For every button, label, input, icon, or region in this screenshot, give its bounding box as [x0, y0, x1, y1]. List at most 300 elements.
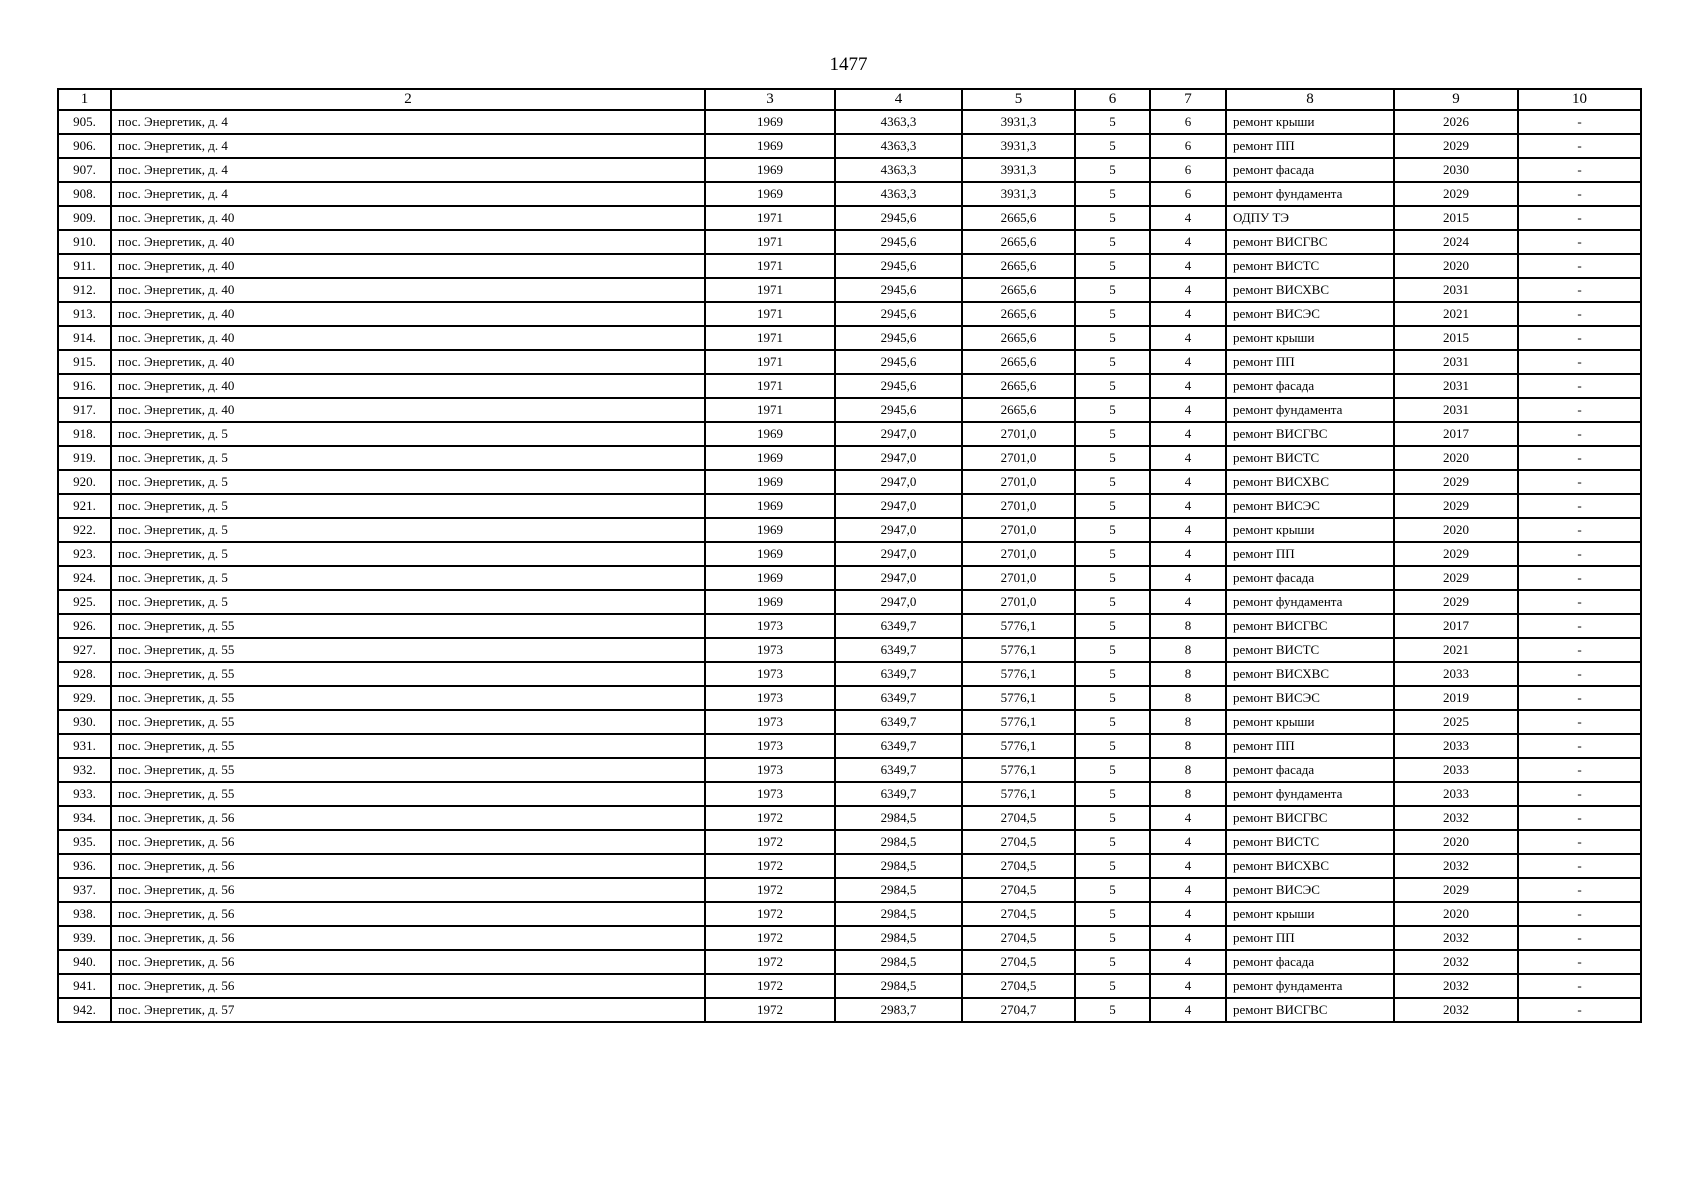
cell-floors: 5: [1075, 662, 1150, 686]
cell-planned-year: 2029: [1394, 182, 1518, 206]
cell-living-area: 2704,5: [962, 830, 1075, 854]
cell-year-built: 1973: [705, 782, 835, 806]
cell-planned-year: 2020: [1394, 254, 1518, 278]
table-row: [58, 518, 1641, 542]
cell-entrances: 4: [1150, 374, 1226, 398]
cell-planned-year: 2029: [1394, 590, 1518, 614]
cell-living-area: 3931,3: [962, 134, 1075, 158]
cell-work-type: ремонт ВИСХВС: [1226, 662, 1394, 686]
cell-address: пос. Энергетик, д. 40: [111, 206, 705, 230]
cell-floors: 5: [1075, 854, 1150, 878]
cell-planned-year: 2033: [1394, 758, 1518, 782]
cell-address: пос. Энергетик, д. 5: [111, 446, 705, 470]
cell-year-built: 1972: [705, 806, 835, 830]
cell-year-built: 1972: [705, 854, 835, 878]
cell-total-area: 2945,6: [835, 206, 962, 230]
cell-work-type: ремонт ВИСТС: [1226, 638, 1394, 662]
cell-work-type: ремонт ВИСГВС: [1226, 998, 1394, 1022]
cell-entrances: 6: [1150, 134, 1226, 158]
cell-year-built: 1973: [705, 662, 835, 686]
cell-planned-year: 2033: [1394, 734, 1518, 758]
cell-address: пос. Энергетик, д. 4: [111, 134, 705, 158]
cell-living-area: 2704,5: [962, 926, 1075, 950]
column-header-1: 1: [58, 89, 111, 110]
column-header-6: 6: [1075, 89, 1150, 110]
cell-floors: 5: [1075, 878, 1150, 902]
cell-entrances: 6: [1150, 182, 1226, 206]
cell-address: пос. Энергетик, д. 55: [111, 614, 705, 638]
table-row: [58, 614, 1641, 638]
cell-floors: 5: [1075, 902, 1150, 926]
cell-planned-year: 2025: [1394, 710, 1518, 734]
cell-row-number: 912.: [58, 278, 111, 302]
cell-planned-year: 2019: [1394, 686, 1518, 710]
table-row: [58, 566, 1641, 590]
cell-address: пос. Энергетик, д. 5: [111, 494, 705, 518]
cell-floors: 5: [1075, 758, 1150, 782]
cell-note: -: [1518, 902, 1641, 926]
cell-work-type: ремонт ВИСГВС: [1226, 614, 1394, 638]
cell-address: пос. Энергетик, д. 4: [111, 182, 705, 206]
cell-note: -: [1518, 110, 1641, 134]
cell-living-area: 2704,5: [962, 878, 1075, 902]
cell-living-area: 2701,0: [962, 566, 1075, 590]
cell-address: пос. Энергетик, д. 5: [111, 542, 705, 566]
cell-planned-year: 2032: [1394, 806, 1518, 830]
cell-living-area: 2701,0: [962, 446, 1075, 470]
table-row: [58, 494, 1641, 518]
cell-planned-year: 2029: [1394, 494, 1518, 518]
cell-work-type: ремонт ВИСЭС: [1226, 302, 1394, 326]
cell-total-area: 2947,0: [835, 470, 962, 494]
cell-planned-year: 2021: [1394, 302, 1518, 326]
cell-total-area: 6349,7: [835, 662, 962, 686]
cell-floors: 5: [1075, 422, 1150, 446]
cell-work-type: ремонт ПП: [1226, 350, 1394, 374]
cell-total-area: 2984,5: [835, 830, 962, 854]
cell-living-area: 2665,6: [962, 302, 1075, 326]
cell-row-number: 931.: [58, 734, 111, 758]
column-header-7: 7: [1150, 89, 1226, 110]
cell-note: -: [1518, 542, 1641, 566]
cell-work-type: ремонт фундамента: [1226, 782, 1394, 806]
table-row: [58, 878, 1641, 902]
cell-address: пос. Энергетик, д. 55: [111, 710, 705, 734]
cell-work-type: ремонт крыши: [1226, 110, 1394, 134]
cell-planned-year: 2031: [1394, 350, 1518, 374]
cell-row-number: 930.: [58, 710, 111, 734]
cell-total-area: 2984,5: [835, 902, 962, 926]
cell-work-type: ремонт ВИСГВС: [1226, 806, 1394, 830]
cell-total-area: 2984,5: [835, 878, 962, 902]
cell-row-number: 941.: [58, 974, 111, 998]
cell-planned-year: 2029: [1394, 470, 1518, 494]
cell-floors: 5: [1075, 158, 1150, 182]
cell-floors: 5: [1075, 374, 1150, 398]
cell-living-area: 2704,7: [962, 998, 1075, 1022]
cell-note: -: [1518, 590, 1641, 614]
cell-row-number: 927.: [58, 638, 111, 662]
cell-floors: 5: [1075, 254, 1150, 278]
cell-floors: 5: [1075, 206, 1150, 230]
cell-total-area: 2984,5: [835, 806, 962, 830]
cell-entrances: 4: [1150, 806, 1226, 830]
cell-entrances: 4: [1150, 926, 1226, 950]
cell-address: пос. Энергетик, д. 55: [111, 734, 705, 758]
cell-address: пос. Энергетик, д. 56: [111, 854, 705, 878]
cell-note: -: [1518, 686, 1641, 710]
cell-address: пос. Энергетик, д. 40: [111, 374, 705, 398]
cell-entrances: 4: [1150, 470, 1226, 494]
table-row: [58, 806, 1641, 830]
cell-floors: 5: [1075, 950, 1150, 974]
table-row: [58, 974, 1641, 998]
cell-work-type: ремонт ВИСГВС: [1226, 230, 1394, 254]
cell-year-built: 1973: [705, 710, 835, 734]
cell-floors: 5: [1075, 134, 1150, 158]
cell-row-number: 926.: [58, 614, 111, 638]
table-row: [58, 590, 1641, 614]
cell-total-area: 4363,3: [835, 158, 962, 182]
table-row: [58, 134, 1641, 158]
cell-note: -: [1518, 422, 1641, 446]
cell-note: -: [1518, 254, 1641, 278]
table-row: [58, 638, 1641, 662]
cell-entrances: 4: [1150, 302, 1226, 326]
cell-total-area: 2984,5: [835, 974, 962, 998]
cell-work-type: ремонт фасада: [1226, 758, 1394, 782]
cell-note: -: [1518, 326, 1641, 350]
table-row: [58, 542, 1641, 566]
cell-note: -: [1518, 950, 1641, 974]
cell-planned-year: 2029: [1394, 878, 1518, 902]
cell-total-area: 2984,5: [835, 926, 962, 950]
cell-entrances: 8: [1150, 734, 1226, 758]
cell-floors: 5: [1075, 998, 1150, 1022]
cell-work-type: ремонт ВИСХВС: [1226, 470, 1394, 494]
cell-address: пос. Энергетик, д. 40: [111, 278, 705, 302]
cell-total-area: 2945,6: [835, 350, 962, 374]
cell-planned-year: 2024: [1394, 230, 1518, 254]
cell-address: пос. Энергетик, д. 5: [111, 590, 705, 614]
cell-living-area: 5776,1: [962, 782, 1075, 806]
cell-work-type: ремонт фундамента: [1226, 398, 1394, 422]
cell-planned-year: 2030: [1394, 158, 1518, 182]
cell-year-built: 1973: [705, 638, 835, 662]
table-row: [58, 902, 1641, 926]
cell-note: -: [1518, 734, 1641, 758]
table-row: [58, 158, 1641, 182]
table-row: [58, 662, 1641, 686]
cell-note: -: [1518, 302, 1641, 326]
cell-note: -: [1518, 638, 1641, 662]
cell-year-built: 1971: [705, 302, 835, 326]
cell-entrances: 4: [1150, 278, 1226, 302]
cell-entrances: 4: [1150, 974, 1226, 998]
cell-planned-year: 2029: [1394, 134, 1518, 158]
cell-living-area: 2665,6: [962, 326, 1075, 350]
cell-total-area: 6349,7: [835, 758, 962, 782]
cell-floors: 5: [1075, 446, 1150, 470]
cell-year-built: 1972: [705, 950, 835, 974]
cell-floors: 5: [1075, 782, 1150, 806]
cell-work-type: ремонт фасада: [1226, 158, 1394, 182]
header-row: [58, 89, 1641, 110]
cell-total-area: 6349,7: [835, 686, 962, 710]
cell-entrances: 4: [1150, 590, 1226, 614]
cell-entrances: 4: [1150, 566, 1226, 590]
cell-row-number: 914.: [58, 326, 111, 350]
cell-note: -: [1518, 278, 1641, 302]
table-row: [58, 182, 1641, 206]
cell-row-number: 923.: [58, 542, 111, 566]
cell-entrances: 4: [1150, 494, 1226, 518]
cell-living-area: 3931,3: [962, 158, 1075, 182]
table-row: [58, 782, 1641, 806]
cell-living-area: 2704,5: [962, 806, 1075, 830]
column-header-5: 5: [962, 89, 1075, 110]
cell-address: пос. Энергетик, д. 56: [111, 926, 705, 950]
table-row: [58, 230, 1641, 254]
cell-living-area: 2704,5: [962, 854, 1075, 878]
cell-year-built: 1969: [705, 158, 835, 182]
cell-total-area: 2947,0: [835, 590, 962, 614]
cell-row-number: 933.: [58, 782, 111, 806]
cell-row-number: 913.: [58, 302, 111, 326]
cell-work-type: ремонт ВИСГВС: [1226, 422, 1394, 446]
cell-year-built: 1969: [705, 446, 835, 470]
cell-planned-year: 2032: [1394, 854, 1518, 878]
cell-address: пос. Энергетик, д. 55: [111, 638, 705, 662]
cell-note: -: [1518, 518, 1641, 542]
cell-total-area: 2947,0: [835, 422, 962, 446]
cell-entrances: 8: [1150, 782, 1226, 806]
cell-total-area: 4363,3: [835, 182, 962, 206]
cell-year-built: 1972: [705, 926, 835, 950]
cell-total-area: 2984,5: [835, 950, 962, 974]
cell-living-area: 2704,5: [962, 974, 1075, 998]
cell-total-area: 2945,6: [835, 374, 962, 398]
cell-row-number: 934.: [58, 806, 111, 830]
cell-living-area: 3931,3: [962, 182, 1075, 206]
cell-work-type: ремонт ВИСЭС: [1226, 878, 1394, 902]
cell-floors: 5: [1075, 302, 1150, 326]
cell-address: пос. Энергетик, д. 55: [111, 686, 705, 710]
table-row: [58, 350, 1641, 374]
cell-entrances: 4: [1150, 446, 1226, 470]
cell-row-number: 906.: [58, 134, 111, 158]
cell-row-number: 915.: [58, 350, 111, 374]
cell-note: -: [1518, 926, 1641, 950]
cell-note: -: [1518, 374, 1641, 398]
cell-living-area: 2665,6: [962, 374, 1075, 398]
table-row: [58, 830, 1641, 854]
cell-living-area: 2665,6: [962, 254, 1075, 278]
cell-entrances: 4: [1150, 422, 1226, 446]
cell-work-type: ремонт ВИСТС: [1226, 446, 1394, 470]
cell-work-type: ремонт фасада: [1226, 374, 1394, 398]
cell-planned-year: 2032: [1394, 950, 1518, 974]
cell-floors: 5: [1075, 230, 1150, 254]
cell-note: -: [1518, 974, 1641, 998]
cell-entrances: 6: [1150, 158, 1226, 182]
cell-year-built: 1969: [705, 518, 835, 542]
cell-living-area: 2704,5: [962, 950, 1075, 974]
cell-row-number: 918.: [58, 422, 111, 446]
cell-work-type: ремонт фасада: [1226, 566, 1394, 590]
cell-living-area: 2701,0: [962, 518, 1075, 542]
cell-total-area: 2945,6: [835, 398, 962, 422]
cell-work-type: ремонт ВИСТС: [1226, 830, 1394, 854]
cell-planned-year: 2033: [1394, 782, 1518, 806]
cell-floors: 5: [1075, 518, 1150, 542]
cell-entrances: 4: [1150, 206, 1226, 230]
cell-address: пос. Энергетик, д. 56: [111, 974, 705, 998]
column-header-3: 3: [705, 89, 835, 110]
cell-row-number: 932.: [58, 758, 111, 782]
cell-work-type: ремонт ВИСХВС: [1226, 854, 1394, 878]
cell-row-number: 936.: [58, 854, 111, 878]
table-body: [58, 110, 1641, 1022]
cell-note: -: [1518, 758, 1641, 782]
cell-row-number: 922.: [58, 518, 111, 542]
cell-floors: 5: [1075, 182, 1150, 206]
cell-living-area: 5776,1: [962, 710, 1075, 734]
cell-year-built: 1971: [705, 230, 835, 254]
cell-work-type: ремонт крыши: [1226, 710, 1394, 734]
cell-address: пос. Энергетик, д. 5: [111, 422, 705, 446]
cell-year-built: 1969: [705, 566, 835, 590]
table-row: [58, 302, 1641, 326]
cell-work-type: ремонт фундамента: [1226, 182, 1394, 206]
cell-planned-year: 2032: [1394, 998, 1518, 1022]
cell-work-type: ремонт крыши: [1226, 902, 1394, 926]
table-row: [58, 206, 1641, 230]
cell-planned-year: 2021: [1394, 638, 1518, 662]
cell-year-built: 1971: [705, 350, 835, 374]
cell-row-number: 928.: [58, 662, 111, 686]
column-header-2: 2: [111, 89, 705, 110]
cell-work-type: ремонт фасада: [1226, 950, 1394, 974]
cell-entrances: 4: [1150, 254, 1226, 278]
cell-floors: 5: [1075, 350, 1150, 374]
cell-entrances: 4: [1150, 398, 1226, 422]
cell-address: пос. Энергетик, д. 40: [111, 350, 705, 374]
cell-year-built: 1972: [705, 878, 835, 902]
cell-planned-year: 2020: [1394, 830, 1518, 854]
cell-row-number: 937.: [58, 878, 111, 902]
cell-note: -: [1518, 182, 1641, 206]
cell-planned-year: 2032: [1394, 974, 1518, 998]
cell-row-number: 925.: [58, 590, 111, 614]
cell-address: пос. Энергетик, д. 4: [111, 158, 705, 182]
cell-address: пос. Энергетик, д. 4: [111, 110, 705, 134]
table-row: [58, 734, 1641, 758]
cell-note: -: [1518, 446, 1641, 470]
cell-floors: 5: [1075, 830, 1150, 854]
cell-entrances: 4: [1150, 854, 1226, 878]
cell-year-built: 1971: [705, 278, 835, 302]
cell-total-area: 2947,0: [835, 446, 962, 470]
cell-address: пос. Энергетик, д. 40: [111, 326, 705, 350]
table-row: [58, 950, 1641, 974]
cell-floors: 5: [1075, 710, 1150, 734]
cell-row-number: 917.: [58, 398, 111, 422]
cell-year-built: 1969: [705, 590, 835, 614]
cell-address: пос. Энергетик, д. 55: [111, 782, 705, 806]
cell-note: -: [1518, 782, 1641, 806]
cell-entrances: 8: [1150, 662, 1226, 686]
cell-note: -: [1518, 494, 1641, 518]
table-row: [58, 398, 1641, 422]
cell-work-type: ремонт фундамента: [1226, 590, 1394, 614]
cell-living-area: 5776,1: [962, 758, 1075, 782]
cell-total-area: 2984,5: [835, 854, 962, 878]
cell-total-area: 2983,7: [835, 998, 962, 1022]
cell-work-type: ремонт ПП: [1226, 542, 1394, 566]
table-row: [58, 470, 1641, 494]
cell-total-area: 2945,6: [835, 254, 962, 278]
cell-floors: 5: [1075, 590, 1150, 614]
cell-year-built: 1973: [705, 614, 835, 638]
cell-work-type: ремонт ПП: [1226, 134, 1394, 158]
cell-row-number: 921.: [58, 494, 111, 518]
cell-living-area: 5776,1: [962, 638, 1075, 662]
table-row: [58, 110, 1641, 134]
cell-note: -: [1518, 350, 1641, 374]
cell-entrances: 4: [1150, 830, 1226, 854]
cell-living-area: 2701,0: [962, 494, 1075, 518]
cell-row-number: 939.: [58, 926, 111, 950]
cell-note: -: [1518, 158, 1641, 182]
cell-note: -: [1518, 878, 1641, 902]
cell-floors: 5: [1075, 494, 1150, 518]
cell-total-area: 2947,0: [835, 542, 962, 566]
cell-living-area: 2704,5: [962, 902, 1075, 926]
table-row: [58, 686, 1641, 710]
cell-year-built: 1971: [705, 398, 835, 422]
repair-schedule-table: [57, 88, 1642, 1023]
cell-note: -: [1518, 830, 1641, 854]
cell-planned-year: 2032: [1394, 926, 1518, 950]
cell-floors: 5: [1075, 542, 1150, 566]
cell-address: пос. Энергетик, д. 40: [111, 254, 705, 278]
cell-planned-year: 2015: [1394, 206, 1518, 230]
cell-address: пос. Энергетик, д. 56: [111, 806, 705, 830]
cell-year-built: 1971: [705, 326, 835, 350]
column-header-8: 8: [1226, 89, 1394, 110]
cell-total-area: 6349,7: [835, 614, 962, 638]
cell-total-area: 6349,7: [835, 638, 962, 662]
cell-row-number: 909.: [58, 206, 111, 230]
column-header-10: 10: [1518, 89, 1641, 110]
cell-address: пос. Энергетик, д. 56: [111, 902, 705, 926]
cell-planned-year: 2020: [1394, 902, 1518, 926]
cell-year-built: 1973: [705, 686, 835, 710]
cell-address: пос. Энергетик, д. 40: [111, 302, 705, 326]
cell-floors: 5: [1075, 614, 1150, 638]
cell-living-area: 2665,6: [962, 206, 1075, 230]
cell-living-area: 3931,3: [962, 110, 1075, 134]
cell-work-type: ремонт крыши: [1226, 518, 1394, 542]
cell-living-area: 5776,1: [962, 686, 1075, 710]
cell-work-type: ремонт ВИСЭС: [1226, 494, 1394, 518]
cell-row-number: 935.: [58, 830, 111, 854]
cell-living-area: 5776,1: [962, 662, 1075, 686]
cell-row-number: 908.: [58, 182, 111, 206]
cell-address: пос. Энергетик, д. 40: [111, 398, 705, 422]
cell-planned-year: 2031: [1394, 398, 1518, 422]
